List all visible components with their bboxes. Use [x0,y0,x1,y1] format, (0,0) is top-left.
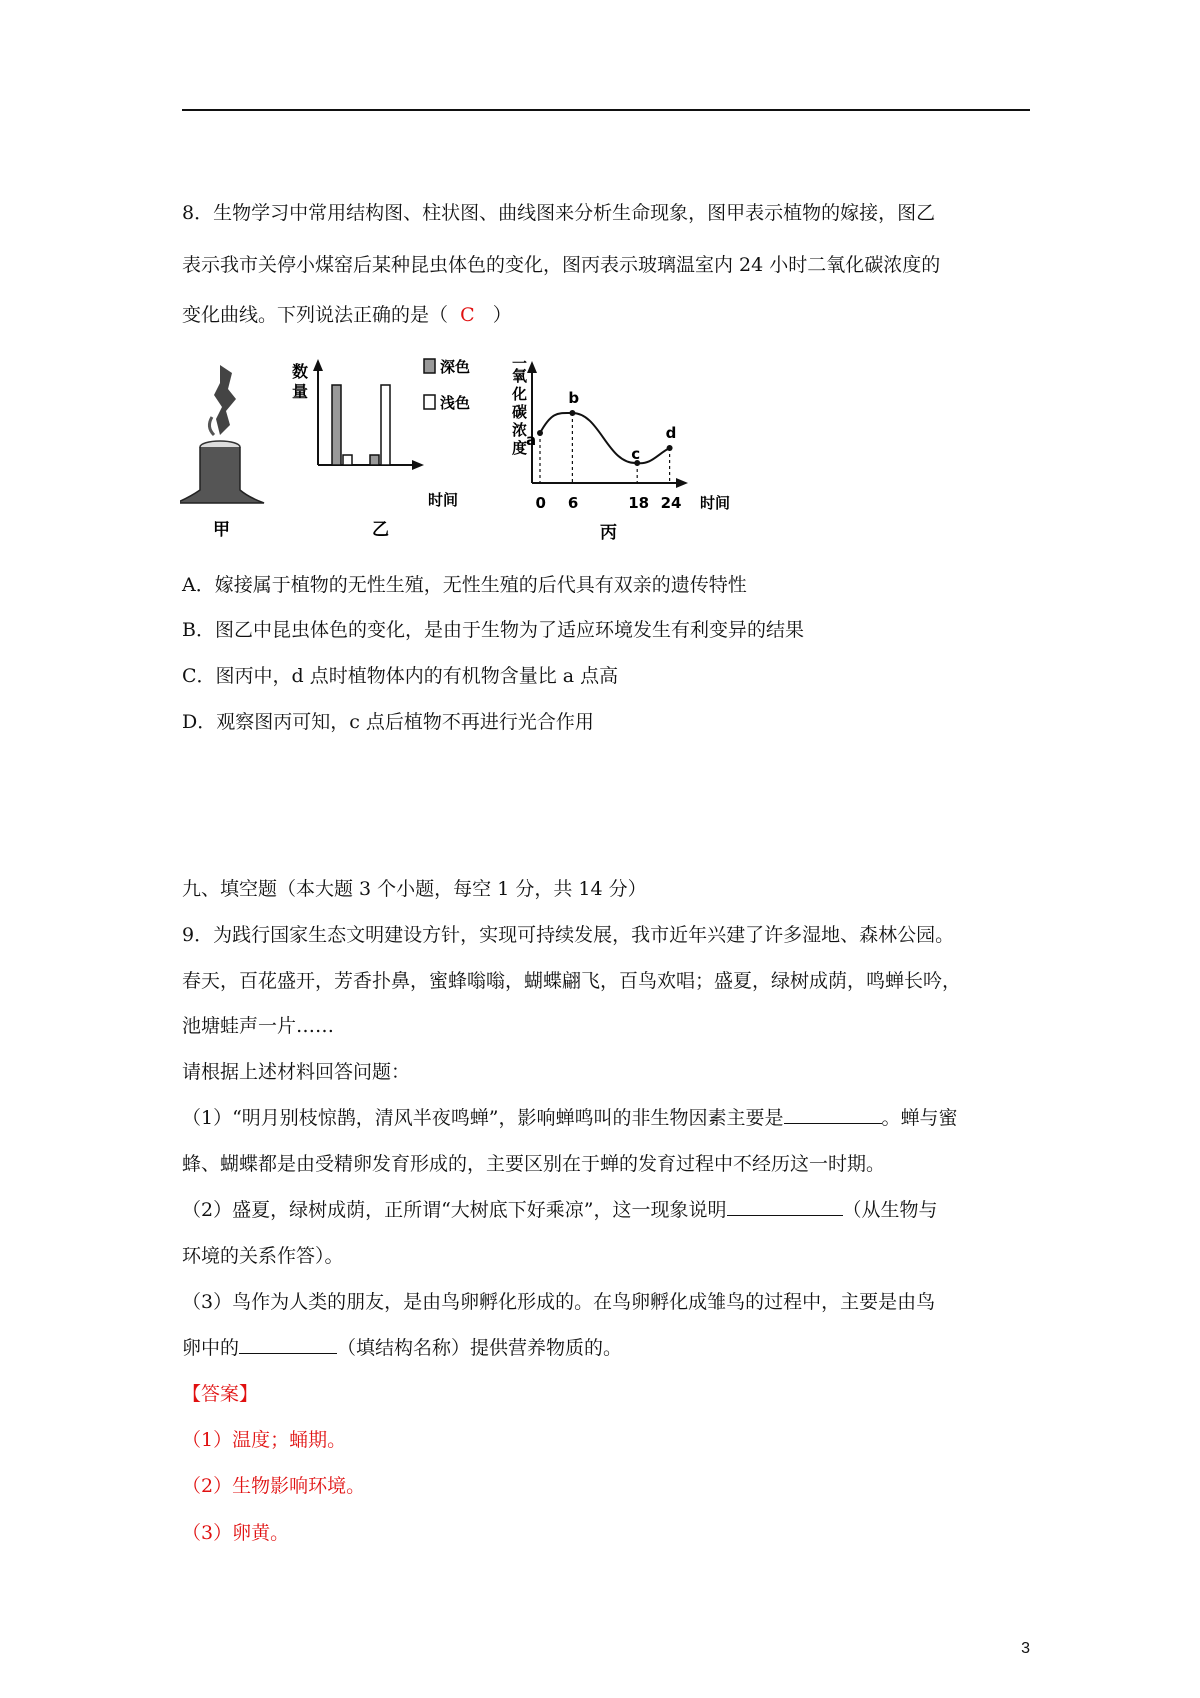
bing-x-arrow [676,478,688,488]
jia-caption: 甲 [213,520,230,540]
section-9-heading: 九、填空题（本大题 3 个小题，每空 1 分，共 14 分） [182,878,647,900]
point-a [537,430,543,436]
q8-figure [180,355,780,545]
x-tick-0: 0 [535,494,546,512]
bing-ylabel-char: 浓 [512,421,528,439]
x-tick-6: 6 [567,494,579,512]
q9-sub3-text-end: （填结构名称）提供营养物质的。 [337,1337,623,1359]
scion-tip [209,417,214,435]
chart-bing [511,355,730,543]
chart-yi [292,358,470,540]
grafting-illustration [180,365,264,540]
point-label-d: d [665,424,677,442]
q8-option-c: C．图丙中，d 点时植物体内的有机物含量比 a 点高 [182,665,619,687]
answer-1: （1）温度；蛹期。 [182,1429,347,1451]
answer-heading: 【答案】 [182,1383,259,1405]
bing-xlabel: 时间 [700,494,731,512]
yi-ylabel-2: 量 [292,382,309,401]
yi-ylabel-1: 数 [292,362,309,381]
q8-answer: C [460,304,475,326]
yi-x-arrow [412,460,424,470]
q9-sub1-text-end: 。蝉与蜜 [881,1107,958,1129]
q8-stem-line-2: 表示我市关停小煤窑后某种昆虫体色的变化，图丙表示玻璃温室内 24 小时二氧化碳浓度的 [182,254,941,276]
answer-2: （2）生物影响环境。 [182,1475,366,1497]
q8-stem-close: ） [492,304,512,326]
q8-option-b: B．图乙中昆虫体色的变化，是由于生物为了适应环境发生有利变异的结果 [182,619,804,641]
q9-stem-line-2: 春天，百花盛开，芳香扑鼻，蜜蜂嗡嗡，蝴蝶翩飞，百鸟欢唱；盛夏，绿树成荫，鸣蝉长吟， [182,970,962,992]
bing-marks [526,389,681,512]
bing-ylabel-char: 度 [512,439,528,457]
q9-sub3-line-2 [182,1335,622,1361]
point-b [569,410,575,416]
legend-dark-swatch [424,359,435,373]
bar-light-0 [343,455,352,465]
q9-sub2-line-1 [182,1197,938,1223]
q9-sub3-text: 卵中的 [182,1337,240,1359]
q9-sub1-line-1 [182,1105,958,1131]
page-number: 3 [1021,1640,1030,1657]
q9-sub3-line-1: （3）鸟作为人类的朋友，是由鸟卵孵化形成的。在鸟卵孵化成雏鸟的过程中，主要是由鸟 [182,1291,936,1313]
q9-stem-line-3: 池塘蛙声一片…… [182,1015,335,1037]
q9-prompt: 请根据上述材料回答问题： [182,1061,411,1083]
q9-sub2-line-2: 环境的关系作答）。 [182,1245,344,1267]
bar-dark-1 [370,455,379,465]
rootstock [180,447,264,503]
bing-ylabel-char: 碳 [512,403,528,421]
co2-curve [540,413,670,463]
yi-y-arrow [313,359,323,371]
q9-stem-line-1: 9．为践行国家生态文明建设方针，实现可持续发展，我市近年兴建了许多湿地、森林公园。 [182,924,955,946]
legend-light-label: 浅色 [440,394,471,412]
q8-stem-text: 变化曲线。下列说法正确的是（ [182,304,449,326]
yi-caption: 乙 [372,520,389,540]
answer-blank-1[interactable] [784,1105,882,1124]
bing-y-arrow [527,361,537,373]
bing-ylabel-char: 化 [512,385,528,403]
point-label-b: b [568,389,580,407]
point-d [667,445,673,451]
bing-ylabel-char: 二 [512,355,528,367]
q8-option-d: D．观察图丙可知，c 点后植物不再进行光合作用 [182,711,594,733]
legend-light-swatch [424,395,435,409]
x-tick-18: 18 [628,494,650,512]
point-label-c: c [631,445,641,463]
bar-dark-0 [332,385,341,465]
q8-figure-svg [180,355,780,545]
answer-blank-3[interactable] [239,1335,337,1354]
bar-light-1 [381,385,390,465]
answer-3: （3）卵黄。 [182,1522,290,1544]
q9-sub1-line-2: 蜂、蝴蝶都是由受精卵发育形成的，主要区别在于蝉的发育过程中不经历这一时期。 [182,1153,886,1175]
q8-stem-line-1: 8．生物学习中常用结构图、柱状图、曲线图来分析生命现象，图甲表示植物的嫁接，图乙 [182,202,936,224]
q9-sub2-text-end: （从生物与 [842,1199,938,1221]
q9-sub2-text: （2）盛夏，绿树成荫，正所谓“大树底下好乘凉”，这一现象说明 [182,1199,727,1221]
bing-caption: 丙 [600,523,617,543]
point-label-a: a [526,431,537,449]
bing-ylabel-char: 氧 [512,367,528,385]
x-tick-24: 24 [660,494,682,512]
q9-sub1-text: （1）“明月别枝惊鹊，清风半夜鸣蝉”，影响蝉鸣叫的非生物因素主要是 [182,1107,784,1129]
scion [214,365,236,435]
q8-stem-line-3 [182,302,512,328]
legend-dark-label: 深色 [440,358,471,376]
header-rule [182,109,1030,111]
q8-option-a: A．嫁接属于植物的无性生殖，无性生殖的后代具有双亲的遗传特性 [182,574,747,596]
yi-bars [332,385,390,465]
yi-xlabel: 时间 [428,491,459,509]
answer-blank-2[interactable] [727,1197,843,1216]
